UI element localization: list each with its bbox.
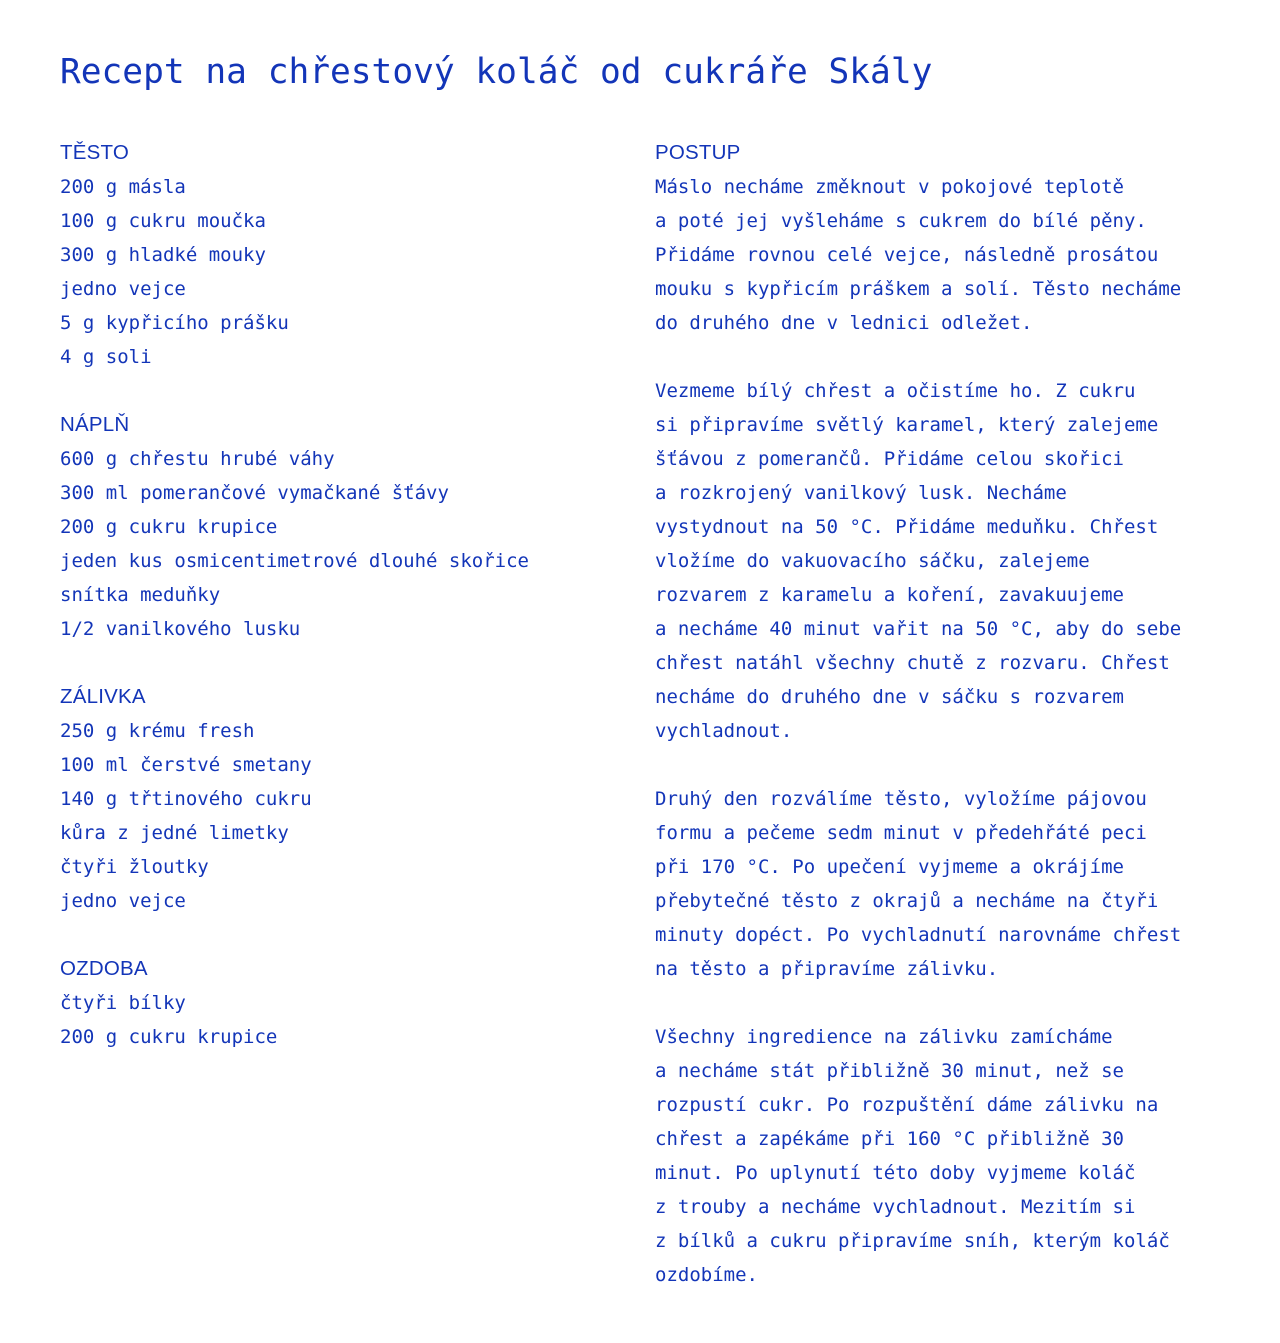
ingredient-item: snítka meduňky bbox=[60, 584, 221, 606]
ingredient-item: 200 g másla bbox=[60, 176, 186, 198]
procedure-line: Všechny ingredience na zálivku zamícháme bbox=[655, 1026, 1113, 1048]
procedure-line: formu a pečeme sedm minut v předehřáté peci bbox=[655, 822, 1147, 844]
procedure-line: necháme do druhého dne v sáčku s rozvarem bbox=[655, 686, 1124, 708]
procedure-line: vychladnout. bbox=[655, 720, 793, 742]
ingredient-item: 1/2 vanilkového lusku bbox=[60, 618, 301, 640]
procedure-line: z trouby a necháme vychladnout. Mezitím si bbox=[655, 1196, 1136, 1218]
ingredient-item: 300 ml pomerančové vymačkané šťávy bbox=[60, 482, 449, 504]
ingredients-section-zalivka bbox=[60, 680, 630, 918]
ingredient-item: 140 g třtinového cukru bbox=[60, 788, 312, 810]
ingredients-section-testo bbox=[60, 136, 630, 374]
ingredients-section-napln bbox=[60, 408, 630, 646]
ingredient-item: 100 g cukru moučka bbox=[60, 210, 266, 232]
procedure-line: při 170 °C. Po upečení vyjmeme a okrájíme bbox=[655, 856, 1124, 878]
ingredient-item: 250 g krému fresh bbox=[60, 720, 255, 742]
ingredients-column bbox=[60, 136, 630, 1088]
procedure-line: přebytečné těsto z okrajů a necháme na čtyři bbox=[655, 890, 1159, 912]
ingredient-item: kůra z jedné limetky bbox=[60, 822, 289, 844]
ingredient-item: jeden kus osmicentimetrové dlouhé skořice bbox=[60, 550, 529, 572]
ingredient-item: jedno vejce bbox=[60, 278, 186, 300]
procedure-line: minut. Po uplynutí této doby vyjmeme koláč bbox=[655, 1162, 1136, 1184]
procedure-paragraph bbox=[655, 170, 1245, 340]
ingredient-item: čtyři žloutky bbox=[60, 856, 209, 878]
procedure-line: Vezmeme bílý chřest a očistíme ho. Z cukru bbox=[655, 380, 1136, 402]
procedure-paragraph bbox=[655, 1020, 1245, 1292]
procedure-line: Druhý den rozválíme těsto, vyložíme pájovou bbox=[655, 788, 1147, 810]
section-heading: NÁPLŇ bbox=[60, 413, 130, 436]
ingredient-item: 200 g cukru krupice bbox=[60, 516, 278, 538]
page-title: Recept na chřestový koláč od cukráře Skály bbox=[60, 52, 933, 92]
procedure-line: Přidáme rovnou celé vejce, následně prosátou bbox=[655, 244, 1159, 266]
procedure-line: chřest natáhl všechny chutě z rozvaru. Chřest bbox=[655, 652, 1170, 674]
procedure-column bbox=[655, 136, 1245, 1326]
ingredient-item: 100 ml čerstvé smetany bbox=[60, 754, 312, 776]
ingredient-item: 4 g soli bbox=[60, 346, 152, 368]
section-heading: OZDOBA bbox=[60, 957, 148, 980]
procedure-line: a poté jej vyšleháme s cukrem do bílé pěny. bbox=[655, 210, 1147, 232]
procedure-line: ozdobíme. bbox=[655, 1264, 758, 1286]
procedure-line: minuty dopéct. Po vychladnutí narovnáme chřest bbox=[655, 924, 1182, 946]
ingredient-item: 600 g chřestu hrubé váhy bbox=[60, 448, 335, 470]
procedure-line: šťávou z pomerančů. Přidáme celou skořici bbox=[655, 448, 1124, 470]
procedure-line: a necháme 40 minut vařit na 50 °C, aby do sebe bbox=[655, 618, 1182, 640]
procedure-line: rozpustí cukr. Po rozpuštění dáme zálivku na bbox=[655, 1094, 1159, 1116]
ingredient-item: čtyři bílky bbox=[60, 992, 186, 1014]
procedure-line: si připravíme světlý karamel, který zalejeme bbox=[655, 414, 1159, 436]
section-heading: POSTUP bbox=[655, 141, 741, 164]
procedure-line: rozvarem z karamelu a koření, zavakuujeme bbox=[655, 584, 1124, 606]
procedure-line: z bílků a cukru připravíme sníh, kterým koláč bbox=[655, 1230, 1170, 1252]
ingredients-section-ozdoba bbox=[60, 952, 630, 1054]
procedure-paragraph bbox=[655, 782, 1245, 986]
procedure-line: vložíme do vakuovacího sáčku, zalejeme bbox=[655, 550, 1090, 572]
procedure-line: chřest a zapékáme při 160 °C přibližně 30 bbox=[655, 1128, 1124, 1150]
procedure-line: do druhého dne v lednici odležet. bbox=[655, 312, 1033, 334]
ingredient-item: 300 g hladké mouky bbox=[60, 244, 266, 266]
procedure-line: Máslo necháme změknout v pokojové teplotě bbox=[655, 176, 1124, 198]
ingredient-item: 200 g cukru krupice bbox=[60, 1026, 278, 1048]
section-heading: ZÁLIVKA bbox=[60, 685, 146, 708]
ingredient-item: 5 g kypřicího prášku bbox=[60, 312, 289, 334]
procedure-line: vystydnout na 50 °C. Přidáme meduňku. Chřest bbox=[655, 516, 1159, 538]
procedure-paragraph bbox=[655, 374, 1245, 748]
procedure-line: a rozkrojený vanilkový lusk. Necháme bbox=[655, 482, 1067, 504]
procedure-line: a necháme stát přibližně 30 minut, než se bbox=[655, 1060, 1124, 1082]
procedure-line: mouku s kypřicím práškem a solí. Těsto necháme bbox=[655, 278, 1182, 300]
ingredient-item: jedno vejce bbox=[60, 890, 186, 912]
section-heading: TĚSTO bbox=[60, 141, 129, 164]
procedure-line: na těsto a připravíme zálivku. bbox=[655, 958, 999, 980]
